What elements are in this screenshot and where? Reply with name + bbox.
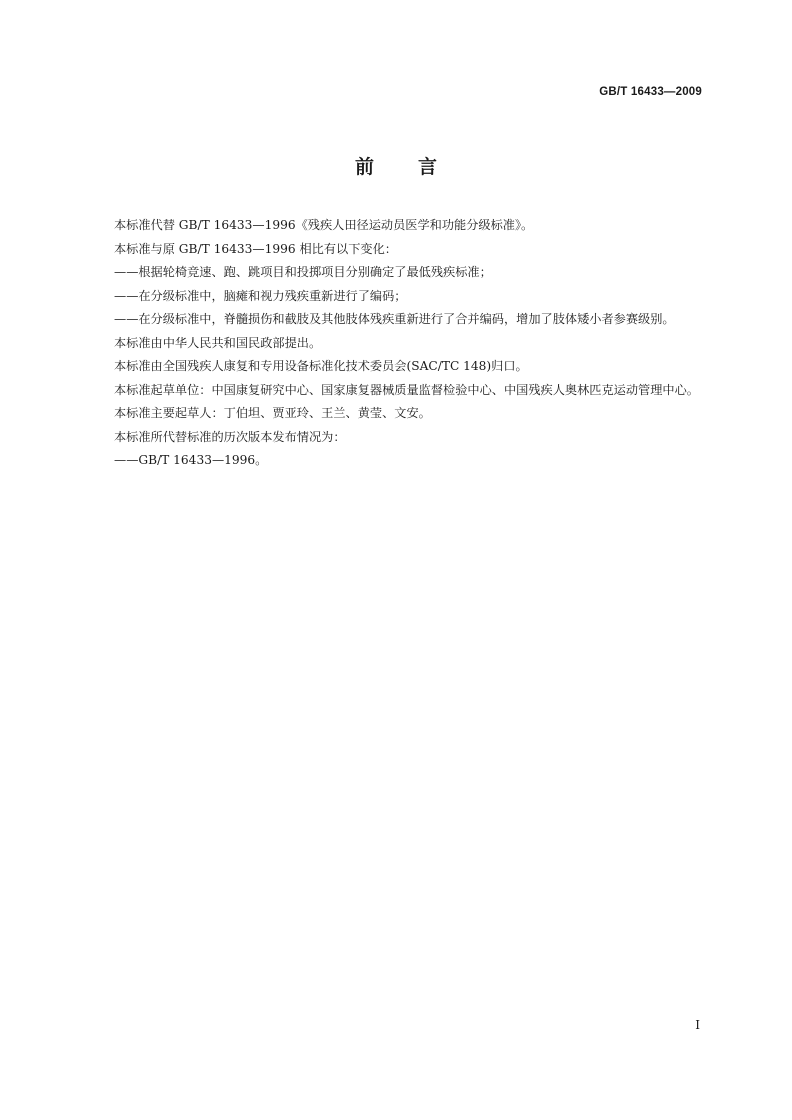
paragraph-history-intro: 本标准所代替标准的历次版本发布情况为： — [114, 429, 346, 444]
change-item-2: ——在分级标准中，脑瘫和视力残疾重新进行了编码； — [114, 288, 407, 303]
foreword-body — [90, 214, 702, 473]
change-item-3: ——在分级标准中，脊髓损伤和截肢及其他肢体残疾重新进行了合并编码，增加了肢体矮小者参赛级别。 — [114, 312, 675, 326]
paragraph-drafters: 本标准主要起草人：丁伯坦、贾亚玲、王兰、黄莹、文安。 — [114, 406, 431, 420]
previous-version-item: ——GB/T 16433—1996。 — [114, 453, 268, 467]
standard-code: GB/T 16433—2009 — [599, 86, 702, 98]
title-char-1: 前 — [354, 156, 374, 178]
paragraph-replaces: 本标准代替 GB/T 16433—1996《残疾人田径运动员医学和功能分级标准》。 — [114, 218, 534, 232]
paragraph-proposed-by: 本标准由中华人民共和国民政部提出。 — [114, 335, 322, 350]
paragraph-centralized-by: 本标准由全国残疾人康复和专用设备标准化技术委员会(SAC/TC 148)归口。 — [114, 359, 528, 373]
page-number: I — [695, 1018, 700, 1032]
page-title — [0, 152, 792, 179]
paragraph-drafting-units: 本标准起草单位：中国康复研究中心、国家康复器械质量监督检验中心、中国残疾人奥林匹克运动管理中心。 — [114, 382, 699, 397]
change-item-1: ——根据轮椅竞速、跑、跳项目和投掷项目分别确定了最低残疾标准； — [114, 265, 492, 279]
title-char-2: 言 — [418, 156, 438, 178]
paragraph-changes-intro: 本标准与原 GB/T 16433—1996 相比有以下变化： — [114, 241, 397, 256]
